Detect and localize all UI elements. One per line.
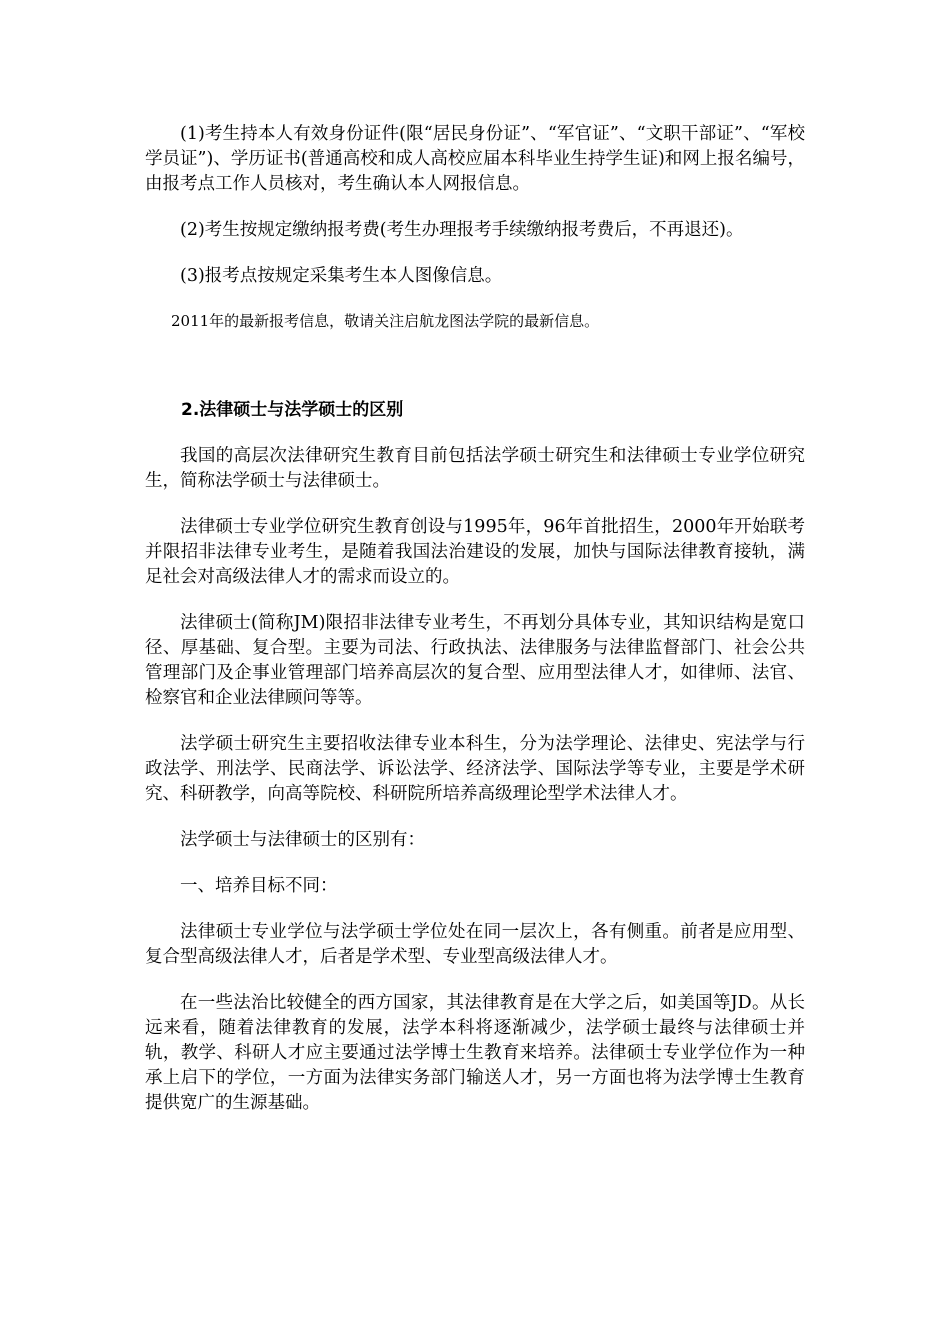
- note-latest-info: 2011年的最新报考信息，敬请关注启航龙图法学院的最新信息。: [171, 312, 600, 330]
- paragraph-difference-heading-1: 一、培养目标不同：: [180, 876, 338, 896]
- paragraph-western-comparison: 在一些法治比较健全的西方国家，其法律教育是在大学之后，如美国等JD。从长远来看，随着法律教育的发展，法学本科将逐渐减少，法学硕士最终与法律硕士并轨，教学、科研人才应主要通过法学博士生教育来培养。法律硕士专业学位作为一种承上启下的学位，一方面为法律实务部门输送人才，另一方面也将为法学博士生教育提供宽广的生源基础。: [145, 993, 805, 1113]
- paragraph-jm-history: 法律硕士专业学位研究生教育创设与1995年，96年首批招生，2000年开始联考并限招非法律专业考生，是随着我国法治建设的发展，加快与国际法律教育接轨，满足社会对高级法律人才的需求而设立的。: [145, 517, 805, 587]
- document-page: [145, 122, 805, 1137]
- paragraph-jm-description: 法律硕士(简称JM)限招非法律专业考生，不再划分具体专业，其知识结构是宽口径、厚基础、复合型。主要为司法、行政执法、法律服务与法律监督部门、社会公共管理部门及企事业管理部门培养高层次的复合型、应用型法律人才，如律师、法官、检察官和企业法律顾问等等。: [145, 613, 805, 708]
- section-spacer: [145, 332, 805, 398]
- paragraph-goal-difference: 法律硕士专业学位与法学硕士学位处在同一层次上，各有侧重。前者是应用型、复合型高级法律人才，后者是学术型、专业型高级法律人才。: [145, 922, 805, 967]
- paragraph-differences-intro: 法学硕士与法律硕士的区别有：: [180, 830, 425, 850]
- paragraph-requirement-3: (3)报考点按规定采集考生本人图像信息。: [180, 266, 503, 286]
- paragraph-requirement-2: (2)考生按规定缴纳报考费(考生办理报考手续缴纳报考费后，不再退还)。: [180, 220, 744, 240]
- paragraph-requirement-1: (1)考生持本人有效身份证件(限“居民身份证”、“军官证”、“文职干部证”、“军校学员证”)、学历证书(普通高校和成人高校应届本科毕业生持学生证)和网上报名编号，由报考点工作人员核对，考生确认本人网报信息。: [145, 124, 805, 194]
- section-heading: 2.法律硕士与法学硕士的区别: [181, 400, 404, 420]
- paragraph-intro: 我国的高层次法律研究生教育目前包括法学硕士研究生和法律硕士专业学位研究生，简称法学硕士与法律硕士。: [145, 446, 805, 491]
- paragraph-ll-m-description: 法学硕士研究生主要招收法律专业本科生，分为法学理论、法律史、宪法学与行政法学、刑法学、民商法学、诉讼法学、经济法学、国际法学等专业，主要是学术研究、科研教学，向高等院校、科研院所培养高级理论型学术法律人才。: [145, 734, 805, 804]
